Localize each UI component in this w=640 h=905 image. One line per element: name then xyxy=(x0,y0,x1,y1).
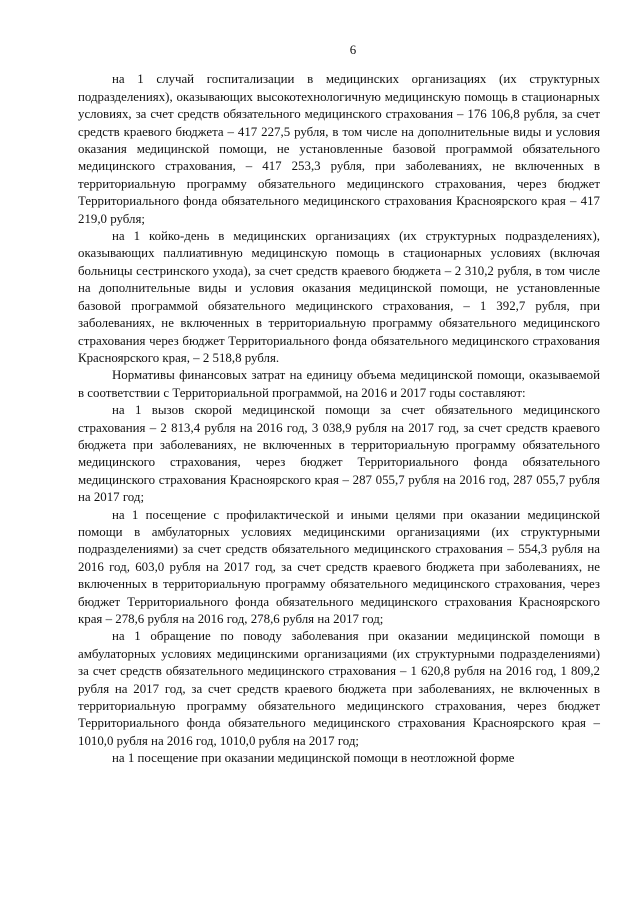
paragraph-disease-appeal: на 1 обращение по поводу заболевания при оказании медицинской помощи в амбулаторных условиях медицинскими организациями (их структурными подразделениями) за счет средств обязательного медицинского страхования – 1 620,8 рубля на 2016 год, 1 809,2 рубля на 2017 год, за счет средств краевого бюджета при заболеваниях, не включенных в территориальную программу обязательного медицинского страхования, через бюджет Территориального фонда обязательного медицинского страхования Красноярского края – 1010,0 рубля на 2016 год, 1010,0 рубля на 2017 год; xyxy=(78,629,600,748)
paragraph-ambulance-call: на 1 вызов скорой медицинской помощи за счет обязательного медицинского страхования – 2 813,4 рубля на 2016 год, 3 038,9 рубля на 2017 год, за счет средств краевого бюджета при заболеваниях, не включенных в территориальную программу обязательного медицинского страхования, через бюджет Территориального фонда обязательного медицинского страхования Красноярского края – 287 055,7 рубля на 2016 год, 287 055,7 рубля на 2017 год; xyxy=(78,403,600,505)
paragraph-bed-day: на 1 койко-день в медицинских организациях (их структурных подразделениях), оказывающих паллиативную медицинскую помощь в стационарных условиях (включая больницы сестринского ухода), за счет средств краевого бюджета – 2 310,2 рубля, в том числе на дополнительные виды и условия оказания медицинской помощи, не установленные базовой программой обязательного медицинского страхования, – 1 392,7 рубля, при заболеваниях, не включенных в территориальную программу обязательного медицинского страхования через бюджет Территориального фонда обязательного медицинского страхования Красноярского края, – 2 518,8 рубля. xyxy=(78,229,600,365)
page-number: 6 xyxy=(349,43,357,57)
paragraph-preventive-visit: на 1 посещение с профилактической и иными целями при оказании медицинской помощи в амбулаторных условиях медицинскими организациями (их структурными подразделениями) за счет средств обязательного медицинского страхования – 554,3 рубля на 2016 год, 603,0 рубля на 2017 год, за счет средств краевого бюджета при заболеваниях, не включенных в территориальную программу обязательного медицинского страхования, через бюджет Территориального фонда обязательного медицинского страхования Красноярского края – 278,6 рубля на 2016 год, 278,6 рубля на 2017 год; xyxy=(78,507,600,626)
paragraph-urgent-care-visit: на 1 посещение при оказании медицинской помощи в неотложной форме xyxy=(112,751,515,766)
paragraph-financial-norms-intro: Нормативы финансовых затрат на единицу объема медицинской помощи, оказываемой в соответствии с Территориальной программой, на 2016 и 2017 годы составляют: xyxy=(78,368,600,400)
paragraph-hospitalization: на 1 случай госпитализации в медицинских организациях (их структурных подразделениях), оказывающих высокотехнологичную медицинскую помощь в стационарных условиях, за счет средств обязательного медицинского страхования – 176 106,8 рубля, за счет средств краевого бюджета – 417 227,5 рубля, в том числе на дополнительные виды и условия оказания медицинской помощи, не установленные базовой программой обязательного медицинского страхования, – 417 253,3 рубля, при заболеваниях, не включенных в территориальную программу обязательного медицинского страхования, через бюджет Территориального фонда обязательного медицинского страхования Красноярского края – 417 219,0 рубля; xyxy=(78,72,600,226)
